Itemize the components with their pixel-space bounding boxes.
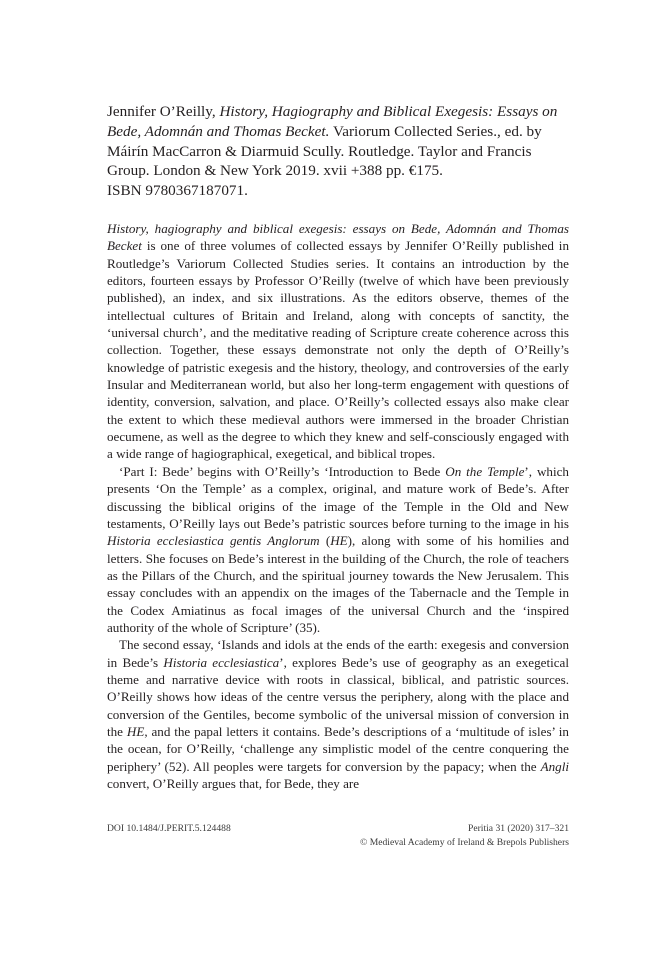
journal-info [360,822,569,849]
paragraph-1 [107,220,569,463]
citation-isbn: ISBN 9780367187071. [107,182,248,200]
p2-text-a: ‘Part I: Bede’ begins with O’Reilly’s ‘Introduction to Bede [119,463,446,479]
paragraph-3 [107,636,569,792]
paragraph-2 [107,463,569,636]
review-body [107,220,569,792]
p2-text-c: ’, which presents ‘On the Temple’ as a complex, original, and mature work of Bede’s. After discussing the biblical origins of the image of the Temple in the Old and New testaments, O’Reilly lays out Bede’s patristic sources before turning to the image in his [107,463,569,531]
citation-title: History, Hagiography and Biblical Exegesis: Essays on Bede, Adomnán and Thomas Becket. [107,103,558,140]
citation-details: Variorum Collected Series., ed. by Máirín MacCarron & Diarmuid Scully. Routledge. Taylor and Francis Group. London & New York 2019. xvii +388 pp. €175. [107,122,542,180]
p3-italic-b: Historia ecclesiastica [163,654,280,670]
book-title-italic: History, hagiography and biblical exegesis: essays on Bede, Adomnán and Thomas Becket [107,221,569,254]
copyright-notice: © Medieval Academy of Ireland & Brepols Publishers [360,836,569,848]
p2-italic-f: HE [330,533,348,549]
p2-text-e: ( [319,533,331,549]
citation-text [107,102,569,181]
p2-italic-b: On the Temple [445,463,525,479]
p3-text-g: convert, O’Reilly argues that, for Bede, they are [107,776,360,791]
p3-text-c: ’, explores Bede’s use of geography as an exegetical theme and narrative device with roots in classical, biblical, and patristic sources. O’Reilly shows how ideas of the centre versus the periphery, along with the place and conversion of the Gentiles, become symbolic of the universal mission of conversion in the [107,654,569,739]
doi-link[interactable]: DOI 10.1484/J.PERIT.5.124488 [107,823,231,834]
p3-text-a: The second essay, ‘Islands and idols at the ends of the earth: exegesis and conversion in Bede’s [107,637,569,670]
citation-author: Jennifer O’Reilly, [107,103,220,120]
p3-italic-d: HE [126,723,145,739]
p2-italic-d: Historia ecclesiastica gentis Anglorum [107,533,320,549]
p3-text-e: , and the papal letters it contains. Bede’s descriptions of a ‘multitude of isles’ in the ocean, for O’Reilly, ‘challenge any simplistic model of the centre conquering the periphery’ (52). All peoples were targets for conversion by the papacy; when the [107,723,569,774]
p2-text-g: ), along with some of his homilies and letters. She focuses on Bede’s interest in the building of the Church, the role of teachers as the Pillars of the Church, and the spiritual journey towards the New Jerusalem. This essay concludes with an appendix on the images of the Tabernacle and the Temple in the Codex Amiatinus as focal images of the universal Church and the ‘inspired authority of the whole of Scripture’ (35). [107,533,569,635]
book-citation [107,102,569,201]
p3-italic-f: Angli [540,758,569,774]
paragraph-1-text: is one of three volumes of collected essays by Jennifer O’Reilly published in Routledge’s Variorum Collected Studies series. It contains an introduction by the editors, fourteen essays by Professor O’Reilly (twelve of which have been previously published), an index, and six illustrations. As the editors observe, themes of the intellectual cultures of Britain and Ireland, along with concepts of sanctity, the ‘universal church’, and the meditative reading of Scripture create coherence across this collection. Together, these essays demonstrate not only the depth of O’Reilly’s knowledge of patristic exegesis and the history, theology, and controversies of the early Insular and Mediterranean world, but also her long-term engagement with questions of identity, conversion, salvation, and place. O’Reilly’s collected essays also make clear the extent to which these medieval authors were immersed in the broader Christian oecumene, as well as the degree to which they knew and self-consciously engaged with a wide range of hagiographical, exegetical, and biblical tropes. [107,238,569,462]
journal-citation: Peritia 31 (2020) 317–321 [468,823,569,834]
